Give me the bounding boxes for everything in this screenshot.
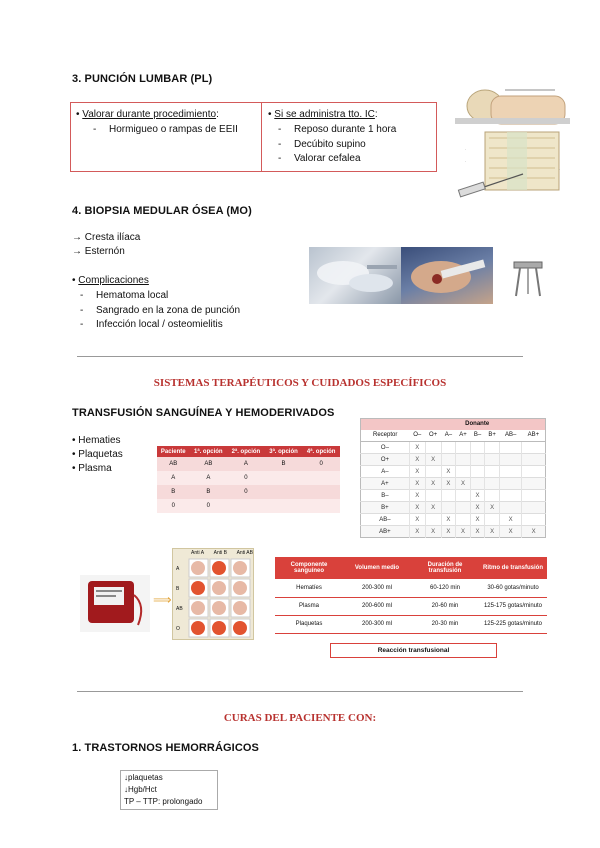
compat-cell: X <box>441 466 455 478</box>
compat-cell <box>441 454 455 466</box>
table-row <box>361 442 546 454</box>
lumbar-puncture-box <box>70 102 437 172</box>
compat-cell: X <box>409 502 425 514</box>
compat-cell: X <box>409 514 425 526</box>
table-row <box>361 490 546 502</box>
table-row <box>361 466 546 478</box>
table-header: 3ª. opción <box>269 448 298 455</box>
compat-cell <box>470 442 484 454</box>
complications-list <box>72 289 240 333</box>
divider-2 <box>77 691 523 692</box>
section3-title: 3. PUNCIÓN LUMBAR (PL) <box>72 73 213 85</box>
grouping-cols: Anti A Anti B Anti AB <box>191 550 253 556</box>
receptor-cell: AB– <box>361 514 410 526</box>
compat-cell <box>456 442 471 454</box>
compat-cell <box>425 514 441 526</box>
complications-head: • Complicaciones <box>72 275 149 286</box>
list-item: • Hematies <box>72 435 121 446</box>
site-item: → Esternón <box>72 246 125 257</box>
compat-cell <box>456 490 471 502</box>
compat-cell: X <box>441 526 455 538</box>
table-header: Volumen medio <box>354 565 400 571</box>
compat-cell <box>425 442 441 454</box>
compat-cell <box>500 478 522 490</box>
section1-title: 1. TRASTORNOS HEMORRÁGICOS <box>72 742 259 754</box>
list-item: - Valorar cefalea <box>270 152 396 167</box>
compat-cell <box>522 442 546 454</box>
compat-cell <box>470 454 484 466</box>
compat-cell <box>425 466 441 478</box>
table-header: O+ <box>425 430 441 442</box>
table-header: Receptor <box>361 430 410 442</box>
table-header: Ritmo de transfusión <box>482 565 543 571</box>
heading-therapeutic-systems: SISTEMAS TERAPÉUTICOS Y CUIDADOS ESPECÍFICOS <box>153 377 447 389</box>
section4-title: 4. BIOPSIA MEDULAR ÓSEA (MO) <box>72 205 252 217</box>
table-row: Plaquetas 200-300 ml 20-30 min 125-225 gotas/minuto <box>275 615 547 633</box>
blood-bag-photo <box>80 575 150 632</box>
donor-label: Donante <box>465 421 490 428</box>
box-right-column <box>264 103 434 171</box>
compat-cell <box>522 490 546 502</box>
compat-cell: X <box>409 490 425 502</box>
receptor-cell: B– <box>361 490 410 502</box>
compat-cell: X <box>500 514 522 526</box>
compat-cell: X <box>409 478 425 490</box>
biopsy-sites <box>72 231 140 259</box>
compat-cell <box>500 466 522 478</box>
compat-cell: X <box>409 466 425 478</box>
compat-cell: X <box>470 526 484 538</box>
biopsy-needle-instrument <box>508 258 550 298</box>
compatibility-table <box>360 418 546 538</box>
table-row <box>361 502 546 514</box>
svg-text:-: - <box>465 147 466 151</box>
lab-line: ↓plaquetas <box>124 773 163 782</box>
site-item: → Cresta ilíaca <box>72 232 141 243</box>
compat-cell <box>485 490 500 502</box>
table-row: AB AB A B 0 <box>157 457 340 471</box>
compat-cell: X <box>500 526 522 538</box>
table-header: AB– <box>500 430 522 442</box>
right-head: • Si se administra tto. IC: <box>268 109 378 120</box>
compat-cell <box>441 442 455 454</box>
table-header: A+ <box>456 430 471 442</box>
compat-cell: X <box>441 514 455 526</box>
lab-line: ↓Hgb/Hct <box>124 785 157 794</box>
list-item: - Reposo durante 1 hora <box>270 123 396 138</box>
compat-cell <box>500 454 522 466</box>
compat-cell <box>441 490 455 502</box>
table-row: Plasma 200-600 ml 20-60 min 125-175 gotas/minuto <box>275 597 547 615</box>
table-header: 2ª. opción <box>231 448 261 455</box>
compat-cell: X <box>470 502 484 514</box>
compat-cell: X <box>441 478 455 490</box>
svg-text:-: - <box>559 167 560 171</box>
lumbar-puncture-illustration <box>445 80 575 204</box>
compat-cell <box>441 502 455 514</box>
biopsy-photo-gloves <box>309 247 401 304</box>
hemorrhagic-lab-box <box>120 770 218 810</box>
table-header: AB+ <box>522 430 546 442</box>
receptor-cell: AB+ <box>361 526 410 538</box>
list-item: - Hematoma local <box>72 289 240 304</box>
receptor-cell: A+ <box>361 478 410 490</box>
compat-cell: X <box>409 442 425 454</box>
compat-cell: X <box>456 526 471 538</box>
compat-cell: X <box>409 454 425 466</box>
compat-cell <box>522 502 546 514</box>
heading-patient-care: CURAS DEL PACIENTE CON: <box>223 712 377 724</box>
table-header: Paciente <box>160 448 186 455</box>
receptor-cell: O– <box>361 442 410 454</box>
blood-component-table <box>275 557 547 634</box>
table-header: Duración de transfusión <box>427 562 463 574</box>
biopsy-photo-needle <box>401 247 493 304</box>
list-item: - Decúbito supino <box>270 138 396 153</box>
table-row: 0 0 <box>157 499 340 513</box>
compat-cell <box>485 466 500 478</box>
compat-cell <box>500 490 522 502</box>
compat-cell <box>500 442 522 454</box>
receptor-cell: B+ <box>361 502 410 514</box>
grouping-rows: A B AB O <box>176 566 183 632</box>
compat-cell <box>522 478 546 490</box>
left-list <box>85 123 238 138</box>
transfusion-reaction-label: Reacción transfusional <box>330 643 497 658</box>
lab-line: TP – TTP: prolongado <box>124 797 203 806</box>
table-header: O– <box>409 430 425 442</box>
compat-cell <box>456 514 471 526</box>
compat-cell <box>470 478 484 490</box>
list-item: • Plasma <box>72 463 112 474</box>
transfusion-title: TRANSFUSIÓN SANGUÍNEA Y HEMODERIVADOS <box>72 407 335 419</box>
table-header: Componente sanguíneo <box>290 562 328 574</box>
compat-cell <box>425 490 441 502</box>
compat-cell <box>456 466 471 478</box>
table-row <box>361 478 546 490</box>
list-item: - Infección local / osteomielitis <box>72 318 240 333</box>
arrow-icon: ⟹ <box>153 592 172 607</box>
compat-cell: X <box>456 478 471 490</box>
table-header: B– <box>470 430 484 442</box>
compat-cell <box>470 466 484 478</box>
compat-cell: X <box>425 454 441 466</box>
compat-cell: X <box>485 526 500 538</box>
compat-cell <box>456 454 471 466</box>
table-header: A– <box>441 430 455 442</box>
receptor-cell: O+ <box>361 454 410 466</box>
agglutination-wells <box>188 558 252 638</box>
divider-1 <box>77 356 523 357</box>
list-item: - Hormigueo o rampas de EEII <box>85 123 238 138</box>
right-list <box>270 123 396 167</box>
table-header: B+ <box>485 430 500 442</box>
receptor-cell: A– <box>361 466 410 478</box>
blood-option-table <box>157 446 340 513</box>
left-head: • Valorar durante procedimiento: <box>76 109 219 120</box>
compat-cell <box>522 514 546 526</box>
compat-cell: X <box>425 526 441 538</box>
compat-cell <box>456 502 471 514</box>
compat-cell <box>485 454 500 466</box>
table-header: 4ª. opción <box>306 448 336 455</box>
table-row: B B 0 <box>157 485 340 499</box>
table-header: 1ª. opción <box>194 448 223 455</box>
compat-cell: X <box>425 478 441 490</box>
compat-cell <box>485 478 500 490</box>
list-item: • Plaquetas <box>72 449 123 460</box>
compat-cell: X <box>470 514 484 526</box>
compat-cell: X <box>485 502 500 514</box>
table-row <box>361 526 546 538</box>
compat-cell: X <box>425 502 441 514</box>
svg-text:-: - <box>465 159 466 163</box>
transfusion-items <box>72 434 123 476</box>
blood-grouping-card <box>172 548 254 640</box>
compat-cell: X <box>409 526 425 538</box>
table-row <box>361 514 546 526</box>
compat-cell: X <box>522 526 546 538</box>
compat-cell <box>485 514 500 526</box>
table-row: A A 0 <box>157 471 340 485</box>
compat-cell <box>522 454 546 466</box>
compat-cell: X <box>470 490 484 502</box>
table-row <box>361 454 546 466</box>
compat-cell <box>485 442 500 454</box>
compat-cell <box>500 502 522 514</box>
compat-cell <box>522 466 546 478</box>
table-row: Hematíes 200-300 ml 60-120 min 30-60 gotas/minuto <box>275 579 547 597</box>
box-left-column <box>71 103 262 171</box>
list-item: - Sangrado en la zona de punción <box>72 304 240 319</box>
